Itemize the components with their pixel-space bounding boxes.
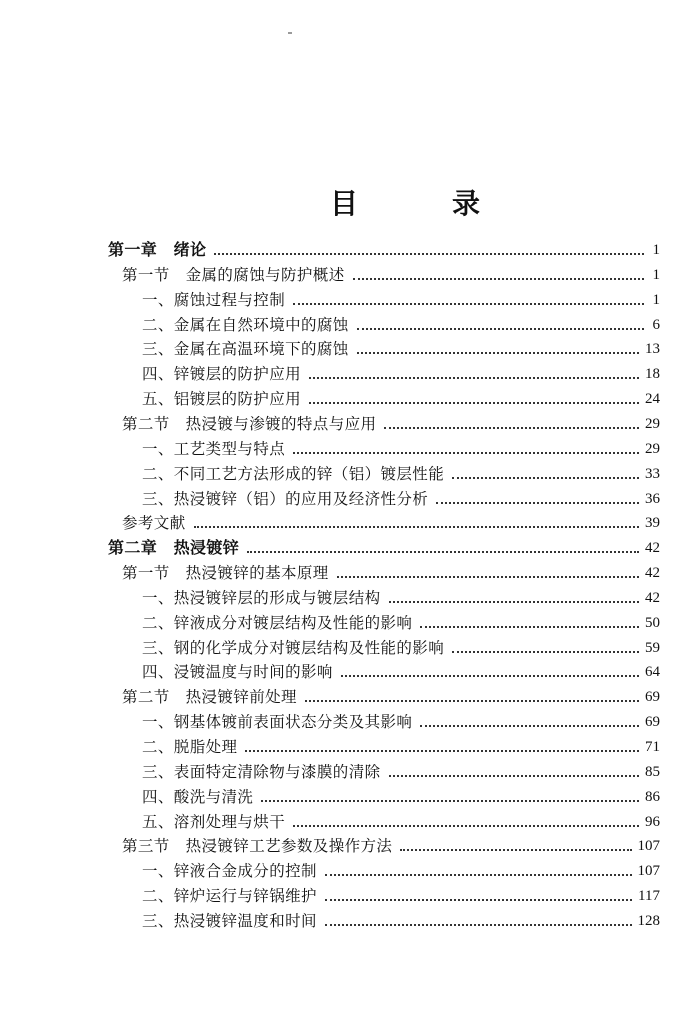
toc-page-number: 42 [645,589,660,606]
toc-dot-leader [305,700,639,702]
toc-entry-label: 一、钢基体镀前表面状态分类及其影响 [142,713,413,732]
toc-page-number: 1 [652,291,660,308]
toc-item-row [0,336,700,360]
toc-item-row [0,635,700,659]
toc-dot-leader [389,775,639,777]
toc-section-row [0,262,700,286]
toc-page-number: 128 [637,912,660,929]
toc-entry-label: 参考文献 [122,514,186,533]
toc-dot-leader [341,675,639,677]
page-speck [288,32,292,34]
toc-item-row [0,709,700,733]
toc-item-row [0,908,700,932]
toc-item-row [0,784,700,808]
toc-dot-leader [389,601,639,603]
toc-page-number: 64 [645,664,660,681]
toc-page-number: 29 [645,440,660,457]
toc-dot-leader [436,502,639,504]
toc-page-number: 69 [645,714,660,731]
toc-section-row [0,411,700,435]
toc-dot-leader [293,303,644,305]
toc-page-number: 117 [638,888,660,905]
toc-item-row [0,486,700,510]
toc-page-number: 96 [645,813,660,830]
toc-dot-leader [420,725,639,727]
toc-page-number: 6 [652,316,660,333]
toc-entry-label: 四、锌镀层的防护应用 [142,365,302,384]
toc-dot-leader [337,576,639,578]
toc-dot-leader [357,328,644,330]
toc-entry-label: 二、金属在自然环境中的腐蚀 [142,315,349,334]
toc-page-number: 1 [652,266,660,283]
toc-item-row [0,461,700,485]
toc-entry-label: 第二节 热浸镀与渗镀的特点与应用 [122,414,377,433]
toc-page-number: 69 [645,689,660,706]
toc-entry-label: 一、锌液合金成分的控制 [142,862,317,881]
toc-dot-leader [293,825,639,827]
toc-item-row [0,858,700,882]
toc-item-row [0,610,700,634]
page-title-char-1: 目 [330,187,359,220]
toc-item-row [0,312,700,336]
toc-entry-label: 四、浸镀温度与时间的影响 [142,663,333,682]
toc-section-row [0,510,700,534]
toc-page-number: 50 [645,614,660,631]
toc-item-row [0,883,700,907]
toc-dot-leader [293,452,639,454]
toc-dot-leader [247,551,639,553]
toc-dot-leader [214,253,644,255]
toc-dot-leader [325,924,632,926]
toc-page-number: 42 [645,565,660,582]
toc-entry-label: 第一节 热浸镀锌的基本原理 [122,564,329,583]
toc-page-number: 107 [637,863,660,880]
toc-entry-label: 二、锌炉运行与锌锅维护 [142,887,317,906]
toc-chapter-row [0,535,700,559]
toc-page-number: 39 [645,515,660,532]
toc-page-number: 59 [645,639,660,656]
toc-item-row [0,287,700,311]
toc-dot-leader [325,899,632,901]
toc-dot-leader [309,402,639,404]
toc-entry-label: 一、热浸镀锌层的形成与镀层结构 [142,588,381,607]
toc-item-row [0,386,700,410]
toc-item-row [0,809,700,833]
toc-item-row [0,734,700,758]
toc-section-row [0,833,700,857]
toc-page-number: 18 [645,366,660,383]
toc-page-number: 85 [645,763,660,780]
toc-dot-leader [245,750,639,752]
toc-entry-label: 二、脱脂处理 [142,738,238,756]
toc-section-row [0,684,700,708]
toc-item-row [0,361,700,385]
toc-entry-label: 二、锌液成分对镀层结构及性能的影响 [142,613,413,632]
toc-item-row [0,759,700,783]
toc-dot-leader [452,477,639,479]
toc-entry-label: 四、酸洗与清洗 [142,787,254,806]
toc-entry-label: 第二节 热浸镀锌前处理 [122,688,297,707]
toc-item-row [0,436,700,460]
toc-entry-label: 第一章 绪论 [108,240,207,259]
toc-entry-label: 三、热浸镀锌（铝）的应用及经济性分析 [142,489,429,508]
toc-dot-leader [420,626,639,628]
toc-entry-label: 三、表面特定清除物与漆膜的清除 [142,762,381,781]
toc-page-number: 1 [652,242,660,258]
toc-entry-label: 五、铝镀层的防护应用 [142,390,302,409]
toc-item-row [0,659,700,683]
toc-page-number: 86 [645,788,660,805]
toc-entry-label: 三、钢的化学成分对镀层结构及性能的影响 [142,638,445,657]
toc-entry-label: 二、不同工艺方法形成的锌（铝）镀层性能 [142,464,445,483]
toc-dot-leader [452,651,639,653]
toc-dot-leader [353,278,644,280]
toc-entry-label: 三、热浸镀锌温度和时间 [142,911,317,930]
toc-chapter-row [0,237,700,261]
toc-dot-leader [261,800,639,802]
toc-page-number: 107 [637,838,660,855]
toc-dot-leader [357,352,639,354]
toc-page-number: 71 [645,739,660,755]
toc-entry-label: 第一节 金属的腐蚀与防护概述 [122,265,345,284]
toc-item-row [0,585,700,609]
toc-entry-label: 第三节 热浸镀锌工艺参数及操作方法 [122,837,393,856]
toc-entry-label: 第二章 热浸镀锌 [108,538,240,558]
toc-dot-leader [384,427,639,429]
toc-page-number: 24 [645,391,660,408]
page-title [330,180,480,224]
toc-dot-leader [400,849,631,851]
toc-dot-leader [325,874,632,876]
toc-page-number: 13 [645,341,660,358]
page-title-char-2: 录 [451,187,480,220]
toc-page-number: 33 [645,465,660,482]
toc-dot-leader [309,377,639,379]
toc-page-number: 36 [645,490,660,507]
toc-page-number: 29 [645,415,660,432]
toc-entry-label: 一、工艺类型与特点 [142,439,286,458]
toc-section-row [0,560,700,584]
toc-entry-label: 三、金属在高温环境下的腐蚀 [142,340,349,359]
toc-dot-leader [194,526,639,528]
toc-entry-label: 一、腐蚀过程与控制 [142,290,286,309]
toc-page-number: 42 [645,540,660,557]
toc-entry-label: 五、溶剂处理与烘干 [142,812,286,831]
